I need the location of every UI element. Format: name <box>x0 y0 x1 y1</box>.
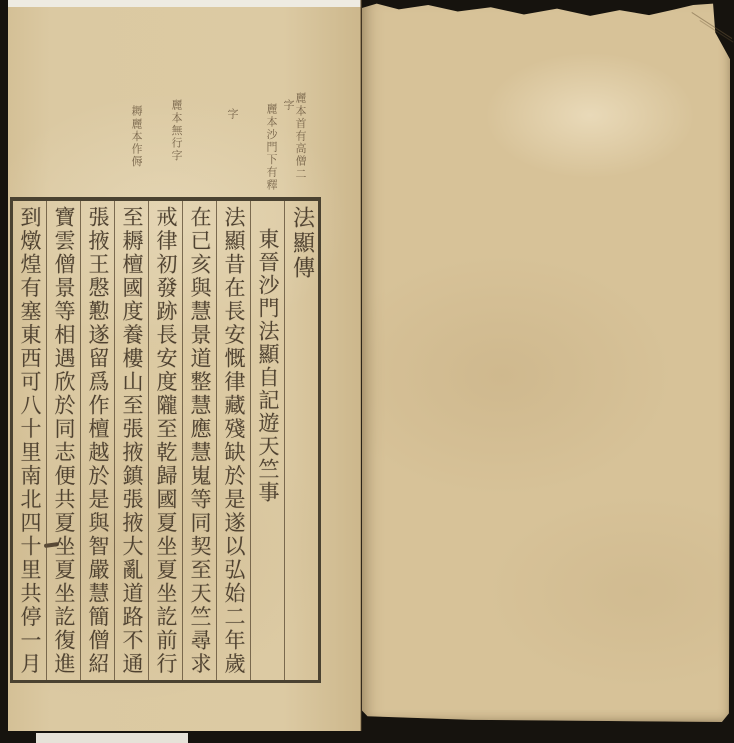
text-column-7 <box>80 201 114 680</box>
collation-note-title: 麗本首有高僧二 <box>294 92 307 181</box>
collation-note-nou: 耨麗本作傉 <box>130 105 143 168</box>
column-text: 法顯昔在長安慨律藏殘缺於是遂以弘始二年歲 <box>222 206 246 676</box>
page-fold-line <box>360 0 362 731</box>
left-page-bottom-edge-strip <box>36 733 188 743</box>
collation-note-shamen: 麗本沙門下有釋 <box>265 103 278 192</box>
text-column-9 <box>13 201 46 680</box>
right-page-blank <box>362 0 730 722</box>
column-text: 到燉煌有塞東西可八十里南北四十里共停一月 <box>18 206 42 676</box>
collation-note-xing: 麗本無行字 <box>170 99 183 162</box>
column-text: 寶雲僧景等相遇欣於同志便共夏坐夏坐訖復進 <box>52 206 76 676</box>
column-text: 至耨檀國度養樓山至張掖鎮張掖大亂道路不通 <box>120 206 144 676</box>
collation-note-title-overflow: 字 <box>282 99 295 112</box>
collation-note-shamen-overflow: 字 <box>226 108 239 121</box>
text-column-5 <box>148 201 182 680</box>
title-column <box>284 201 318 680</box>
text-frame <box>10 197 321 683</box>
text-column-6 <box>114 201 148 680</box>
column-text: 張掖王慇懃遂留爲作檀越於是與智嚴慧簡僧紹 <box>86 206 110 676</box>
text-column-2 <box>250 201 284 680</box>
text-column-3 <box>216 201 250 680</box>
left-page-top-edge-strip <box>8 0 361 7</box>
column-text: 戒律初發跡長安度隴至乾歸國夏坐夏坐訖前行 <box>154 206 178 676</box>
text-column-4 <box>182 201 216 680</box>
column-text: 在已亥與慧景道整慧應慧嵬等同契至天竺尋求 <box>188 206 212 676</box>
column-text: 東晉沙門法顯自記遊天竺事 <box>256 228 280 504</box>
text-column-8 <box>46 201 80 680</box>
page-title: 法顯傳 <box>289 206 315 281</box>
